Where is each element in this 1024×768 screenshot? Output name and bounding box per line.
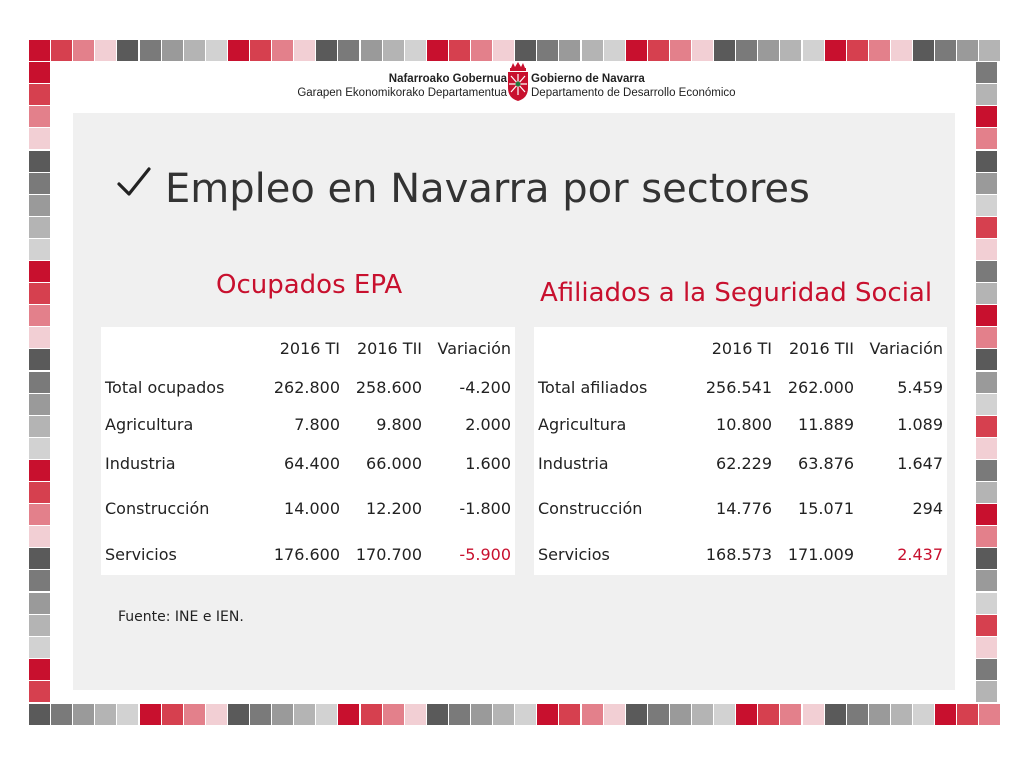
border-tile xyxy=(228,704,249,725)
border-tile xyxy=(405,40,426,61)
border-tile xyxy=(976,239,997,260)
afiliados-table xyxy=(534,327,947,575)
afiliados-subtitle: Afiliados a la Seguridad Social xyxy=(540,278,933,308)
epa-subtitle: Ocupados EPA xyxy=(216,270,403,300)
border-tile xyxy=(976,261,997,282)
border-tile xyxy=(736,704,757,725)
border-tile xyxy=(29,217,50,238)
border-tile xyxy=(604,40,625,61)
table-row xyxy=(101,483,515,533)
border-tile xyxy=(976,504,997,525)
border-tile xyxy=(361,40,382,61)
border-tile xyxy=(29,438,50,459)
border-tile xyxy=(976,283,997,304)
border-tile xyxy=(117,704,138,725)
border-tile xyxy=(976,195,997,216)
border-tile xyxy=(250,704,271,725)
border-tile xyxy=(51,40,72,61)
border-tile xyxy=(493,704,514,725)
border-tile xyxy=(976,593,997,614)
border-tile xyxy=(891,40,912,61)
cell-variation: -4.200 xyxy=(459,377,511,397)
border-tile xyxy=(976,84,997,105)
border-tile xyxy=(29,106,50,127)
cell-value: 14.000 xyxy=(284,498,340,518)
row-label: Agricultura xyxy=(105,414,194,434)
border-tile xyxy=(847,40,868,61)
border-tile xyxy=(825,40,846,61)
row-label: Total ocupados xyxy=(105,377,225,397)
cell-value: 9.800 xyxy=(376,414,422,434)
cell-value: 66.000 xyxy=(366,453,422,473)
col-header: Variación xyxy=(437,338,511,358)
border-tile xyxy=(976,349,997,370)
header-basque xyxy=(297,72,507,100)
border-tile xyxy=(29,681,50,702)
border-tile xyxy=(582,40,603,61)
border-tile xyxy=(976,526,997,547)
cell-value: 258.600 xyxy=(355,377,422,397)
border-tile xyxy=(338,704,359,725)
border-tile xyxy=(780,40,801,61)
col-header: 2016 TII xyxy=(356,338,422,358)
border-tile xyxy=(869,40,890,61)
table-row xyxy=(534,405,947,443)
border-tile xyxy=(294,40,315,61)
cell-variation-highlight: 2.437 xyxy=(897,544,943,564)
border-tile xyxy=(162,704,183,725)
border-tile xyxy=(29,659,50,680)
cell-value: 11.889 xyxy=(798,414,854,434)
border-tile xyxy=(338,40,359,61)
table-row-total xyxy=(534,369,947,405)
border-tile xyxy=(957,704,978,725)
row-label: Servicios xyxy=(105,544,177,564)
border-tile xyxy=(559,40,580,61)
cell-value: 10.800 xyxy=(716,414,772,434)
border-tile xyxy=(976,372,997,393)
border-tile xyxy=(228,40,249,61)
col-header: 2016 TII xyxy=(788,338,854,358)
cell-value: 171.009 xyxy=(787,544,854,564)
cell-variation: 1.600 xyxy=(465,453,511,473)
border-tile xyxy=(73,40,94,61)
border-tile xyxy=(976,173,997,194)
border-tile xyxy=(29,704,50,725)
border-tile xyxy=(162,40,183,61)
border-tile xyxy=(95,40,116,61)
border-tile xyxy=(957,40,978,61)
cell-variation: 1.647 xyxy=(897,453,943,473)
border-tile xyxy=(493,40,514,61)
border-tile xyxy=(935,40,956,61)
border-tile xyxy=(29,615,50,636)
border-tile xyxy=(140,704,161,725)
cell-variation: 294 xyxy=(912,498,943,518)
navarra-shield-icon xyxy=(505,62,531,102)
table-row xyxy=(101,443,515,483)
border-tile xyxy=(803,704,824,725)
border-tile xyxy=(780,704,801,725)
border-tile xyxy=(976,460,997,481)
border-tile xyxy=(976,482,997,503)
border-tile xyxy=(670,704,691,725)
border-tile xyxy=(648,704,669,725)
border-tile xyxy=(294,704,315,725)
corner-cell xyxy=(534,327,694,369)
cell-value: 15.071 xyxy=(798,498,854,518)
border-tile xyxy=(29,460,50,481)
border-tile xyxy=(582,704,603,725)
cell-variation: 5.459 xyxy=(897,377,943,397)
corner-cell xyxy=(101,327,252,369)
header-left-line1: Nafarroako Gobernua xyxy=(388,73,507,85)
border-tile xyxy=(537,704,558,725)
border-tile xyxy=(206,704,227,725)
border-tile xyxy=(758,704,779,725)
cell-value: 63.876 xyxy=(798,453,854,473)
border-tile xyxy=(29,173,50,194)
header-right-line2: Departamento de Desarrollo Económico xyxy=(531,87,736,99)
border-tile xyxy=(976,637,997,658)
cell-value: 170.700 xyxy=(355,544,422,564)
cell-value: 12.200 xyxy=(366,498,422,518)
border-tile xyxy=(891,704,912,725)
border-tile xyxy=(976,217,997,238)
border-tile xyxy=(626,704,647,725)
border-tile xyxy=(648,40,669,61)
border-tile xyxy=(29,84,50,105)
border-tile xyxy=(29,195,50,216)
border-tile xyxy=(758,40,779,61)
border-tile xyxy=(976,327,997,348)
border-tile xyxy=(935,704,956,725)
border-tile xyxy=(559,704,580,725)
border-tile xyxy=(976,106,997,127)
border-tile xyxy=(29,394,50,415)
cell-variation: -1.800 xyxy=(459,498,511,518)
table-header-row xyxy=(534,327,947,369)
border-tile xyxy=(976,128,997,149)
border-tile xyxy=(471,40,492,61)
col-header: Variación xyxy=(869,338,943,358)
row-label: Construcción xyxy=(538,498,643,518)
source-note: Fuente: INE e IEN. xyxy=(118,609,244,625)
table-row-total xyxy=(101,369,515,405)
border-tile xyxy=(29,482,50,503)
border-tile xyxy=(976,305,997,326)
border-tile xyxy=(316,40,337,61)
border-tile xyxy=(471,704,492,725)
cell-value: 262.800 xyxy=(273,377,340,397)
cell-value: 62.229 xyxy=(716,453,772,473)
border-tile xyxy=(51,704,72,725)
row-label: Total afiliados xyxy=(538,377,648,397)
border-tile xyxy=(29,239,50,260)
cell-value: 64.400 xyxy=(284,453,340,473)
col-header: 2016 TI xyxy=(279,338,340,358)
cell-variation: 1.089 xyxy=(897,414,943,434)
border-tile xyxy=(29,416,50,437)
border-tile xyxy=(976,548,997,569)
epa-table xyxy=(101,327,515,575)
border-tile xyxy=(976,615,997,636)
border-tile xyxy=(979,40,1000,61)
border-tile xyxy=(95,704,116,725)
row-label: Agricultura xyxy=(538,414,627,434)
border-tile xyxy=(29,283,50,304)
border-tile xyxy=(29,526,50,547)
table-row xyxy=(101,533,515,575)
border-tile xyxy=(29,151,50,172)
border-tile xyxy=(626,40,647,61)
cell-value: 168.573 xyxy=(705,544,772,564)
border-tile xyxy=(117,40,138,61)
border-tile xyxy=(29,349,50,370)
border-tile xyxy=(670,40,691,61)
cell-value: 176.600 xyxy=(273,544,340,564)
border-tile xyxy=(29,372,50,393)
header-spanish xyxy=(531,72,736,100)
border-tile xyxy=(316,704,337,725)
border-tile xyxy=(29,570,50,591)
border-tile xyxy=(383,40,404,61)
table-row xyxy=(534,443,947,483)
col-header: 2016 TI xyxy=(711,338,772,358)
border-tile xyxy=(29,327,50,348)
border-tile xyxy=(29,62,50,83)
border-tile xyxy=(847,704,868,725)
border-tile xyxy=(976,681,997,702)
border-tile xyxy=(184,704,205,725)
border-tile xyxy=(29,40,50,61)
border-tile xyxy=(427,40,448,61)
table-row xyxy=(101,405,515,443)
border-tile xyxy=(913,40,934,61)
border-tile xyxy=(976,62,997,83)
border-tile xyxy=(272,704,293,725)
border-tile xyxy=(692,704,713,725)
border-tile xyxy=(537,40,558,61)
border-tile xyxy=(449,704,470,725)
border-tile xyxy=(736,40,757,61)
border-tile xyxy=(250,40,271,61)
cell-value: 7.800 xyxy=(294,414,340,434)
border-tile xyxy=(29,128,50,149)
border-tile xyxy=(692,40,713,61)
border-tile xyxy=(29,637,50,658)
cell-value: 14.776 xyxy=(716,498,772,518)
border-tile xyxy=(29,593,50,614)
border-tile xyxy=(449,40,470,61)
header-right-line1: Gobierno de Navarra xyxy=(531,73,645,85)
border-tile xyxy=(29,305,50,326)
border-tile xyxy=(361,704,382,725)
page-title: Empleo en Navarra por sectores xyxy=(165,166,810,212)
border-tile xyxy=(29,504,50,525)
cell-value: 262.000 xyxy=(787,377,854,397)
checkmark-icon xyxy=(116,165,152,201)
row-label: Industria xyxy=(538,453,609,473)
border-tile xyxy=(604,704,625,725)
border-tile xyxy=(976,570,997,591)
row-label: Servicios xyxy=(538,544,610,564)
border-tile xyxy=(383,704,404,725)
border-tile xyxy=(976,438,997,459)
row-label: Construcción xyxy=(105,498,210,518)
border-tile xyxy=(714,40,735,61)
header-left-line2: Garapen Ekonomikorako Departamentua xyxy=(297,87,507,99)
cell-variation: 2.000 xyxy=(465,414,511,434)
border-tile xyxy=(29,548,50,569)
border-tile xyxy=(29,261,50,282)
table-row xyxy=(534,533,947,575)
border-tile xyxy=(714,704,735,725)
border-tile xyxy=(140,40,161,61)
border-tile xyxy=(976,151,997,172)
cell-value: 256.541 xyxy=(705,377,772,397)
border-tile xyxy=(976,659,997,680)
border-tile xyxy=(979,704,1000,725)
row-label: Industria xyxy=(105,453,176,473)
border-tile xyxy=(206,40,227,61)
border-tile xyxy=(825,704,846,725)
border-tile xyxy=(515,704,536,725)
border-tile xyxy=(913,704,934,725)
border-tile xyxy=(73,704,94,725)
border-tile xyxy=(184,40,205,61)
table-header-row xyxy=(101,327,515,369)
border-tile xyxy=(405,704,426,725)
government-header xyxy=(280,62,760,104)
border-tile xyxy=(976,394,997,415)
border-tile xyxy=(976,416,997,437)
border-tile xyxy=(869,704,890,725)
cell-variation-highlight: -5.900 xyxy=(459,544,511,564)
border-tile xyxy=(427,704,448,725)
table-row xyxy=(534,483,947,533)
border-tile xyxy=(515,40,536,61)
border-tile xyxy=(803,40,824,61)
border-tile xyxy=(272,40,293,61)
